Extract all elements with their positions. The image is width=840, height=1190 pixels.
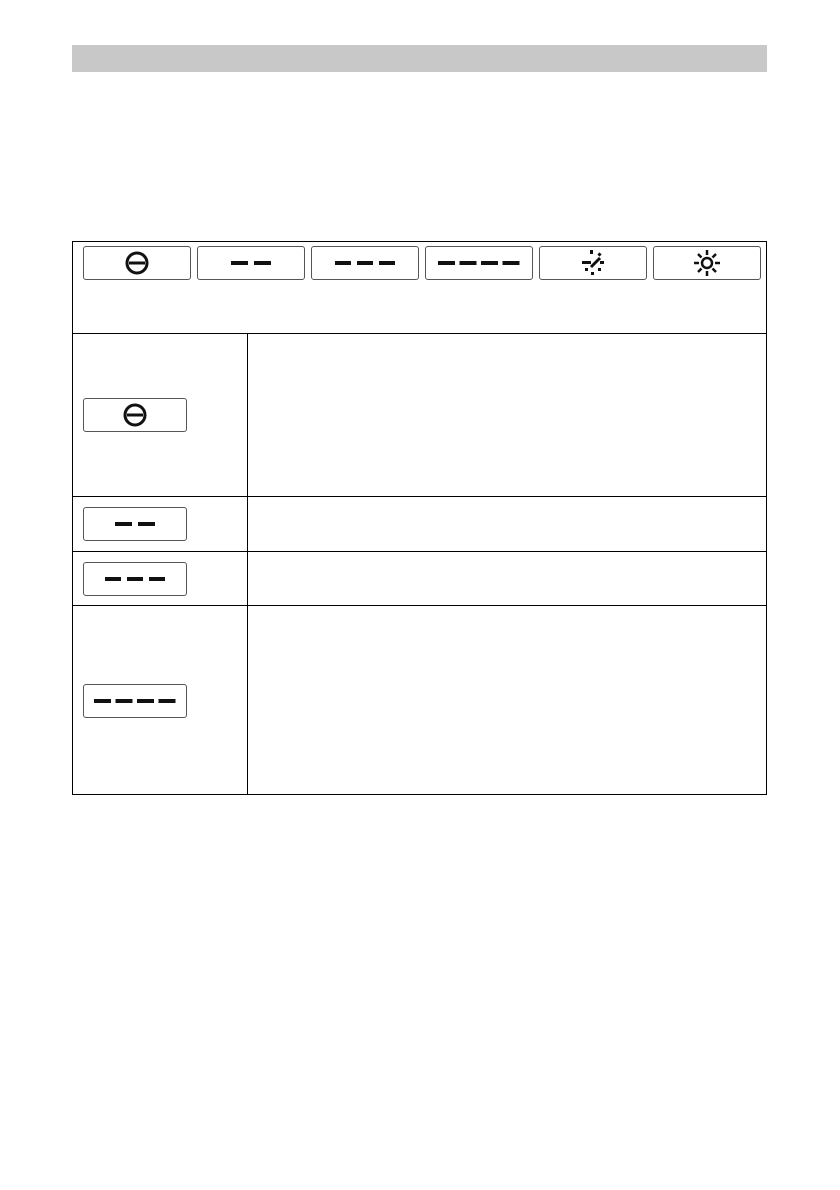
speed-3-button[interactable] xyxy=(425,246,533,280)
minus-circle-icon xyxy=(121,401,149,429)
column-divider xyxy=(247,606,248,794)
four-dashes-icon xyxy=(438,258,520,268)
column-divider xyxy=(247,552,248,605)
speed-1-button[interactable] xyxy=(197,246,305,280)
table-row xyxy=(73,552,766,606)
speed-2-button[interactable] xyxy=(83,562,187,596)
column-divider xyxy=(247,334,248,496)
speed-2-button[interactable] xyxy=(311,246,419,280)
light-button[interactable] xyxy=(653,246,761,280)
four-dashes-icon xyxy=(94,696,176,706)
two-dashes-icon xyxy=(113,519,157,529)
header-bar xyxy=(72,45,767,72)
three-dashes-icon xyxy=(335,258,395,268)
light-icon xyxy=(693,249,721,277)
off-button[interactable] xyxy=(83,398,187,432)
timer-icon xyxy=(578,248,608,278)
two-dashes-icon xyxy=(229,258,273,268)
minus-circle-icon xyxy=(123,249,151,277)
timer-button[interactable] xyxy=(539,246,647,280)
column-divider xyxy=(247,497,248,551)
speed-1-button[interactable] xyxy=(83,507,187,541)
control-panel-table xyxy=(72,241,767,795)
table-row xyxy=(73,606,766,794)
off-button[interactable] xyxy=(83,246,191,280)
table-row xyxy=(73,497,766,552)
speed-3-button[interactable] xyxy=(83,684,187,718)
three-dashes-icon xyxy=(105,574,165,584)
control-panel-row xyxy=(73,242,766,334)
table-row xyxy=(73,334,766,497)
